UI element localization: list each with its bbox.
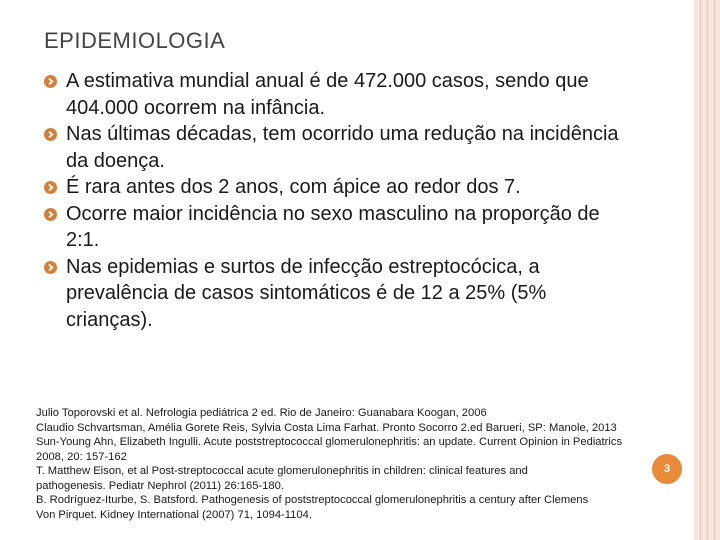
- band-line: [700, 0, 701, 540]
- slide-title: EPIDEMIOLOGIA: [44, 28, 226, 53]
- reference-line: Von Pirquet. Kidney International (2007) 71, 1094-1104.: [36, 508, 312, 521]
- reference-line: T. Matthew Eison, et al Post-streptococcal acute glomerulonephritis in children: clinical features and: [36, 465, 528, 477]
- bullet-text: Nas últimas décadas, tem ocorrido uma redução na incidência da doença.: [66, 123, 619, 172]
- page-number-badge: 3: [652, 454, 682, 484]
- bullet-text: A estimativa mundial anual é de 472.000 casos, sendo que 404.000 ocorrem na infância.: [66, 70, 589, 119]
- band-line: [707, 0, 708, 540]
- decorative-side-band: [694, 0, 720, 540]
- chevron-circle-icon: [44, 208, 57, 221]
- references: [36, 406, 676, 522]
- chevron-circle-icon: [44, 181, 57, 194]
- chevron-circle-icon: [44, 128, 57, 141]
- chevron-circle-icon: [44, 75, 57, 88]
- reference-line: Sun-Young Ahn, Elizabeth Ingulli. Acute poststreptococcal glomerulonephritis: an update. Current Opinion in Pediatrics: [36, 436, 623, 448]
- bullet-list: [44, 68, 624, 333]
- bullet-text: Ocorre maior incidência no sexo masculino na proporção de 2:1.: [66, 202, 600, 251]
- reference-line: 2008, 20: 157-162: [36, 450, 127, 463]
- bullet-item: [44, 121, 624, 174]
- reference-line: B. Rodríguez-Iturbe, S. Batsford. Pathogenesis of poststreptococcal glomerulonephritis a century after Clemens: [36, 494, 589, 506]
- reference-line: Claudio Schvartsman, Amélia Gorete Reis, Sylvia Costa Lima Farhat. Pronto Socorro 2.ed Barueri, SP: Manole, 2013: [36, 421, 617, 434]
- bullet-text: É rara antes dos 2 anos, com ápice ao redor dos 7.: [66, 176, 521, 198]
- bullet-text: Nas epidemias e surtos de infecção estreptocócica, a prevalência de casos sintomáticos é de 12 a 25% (5% crianças).: [66, 255, 547, 331]
- bullet-item: [44, 254, 624, 334]
- bullet-item: [44, 68, 624, 121]
- bullet-item: [44, 201, 624, 254]
- reference-line: Julio Toporovski et al. Nefrologia pediátrica 2 ed. Rio de Janeiro: Guanabara Koogan, 2006: [36, 407, 487, 419]
- band-line: [714, 0, 715, 540]
- reference-line: pathogenesis. Pediatr Nephrol (2011) 26:165-180.: [36, 479, 284, 492]
- bullet-item: [44, 174, 624, 201]
- chevron-circle-icon: [44, 261, 57, 274]
